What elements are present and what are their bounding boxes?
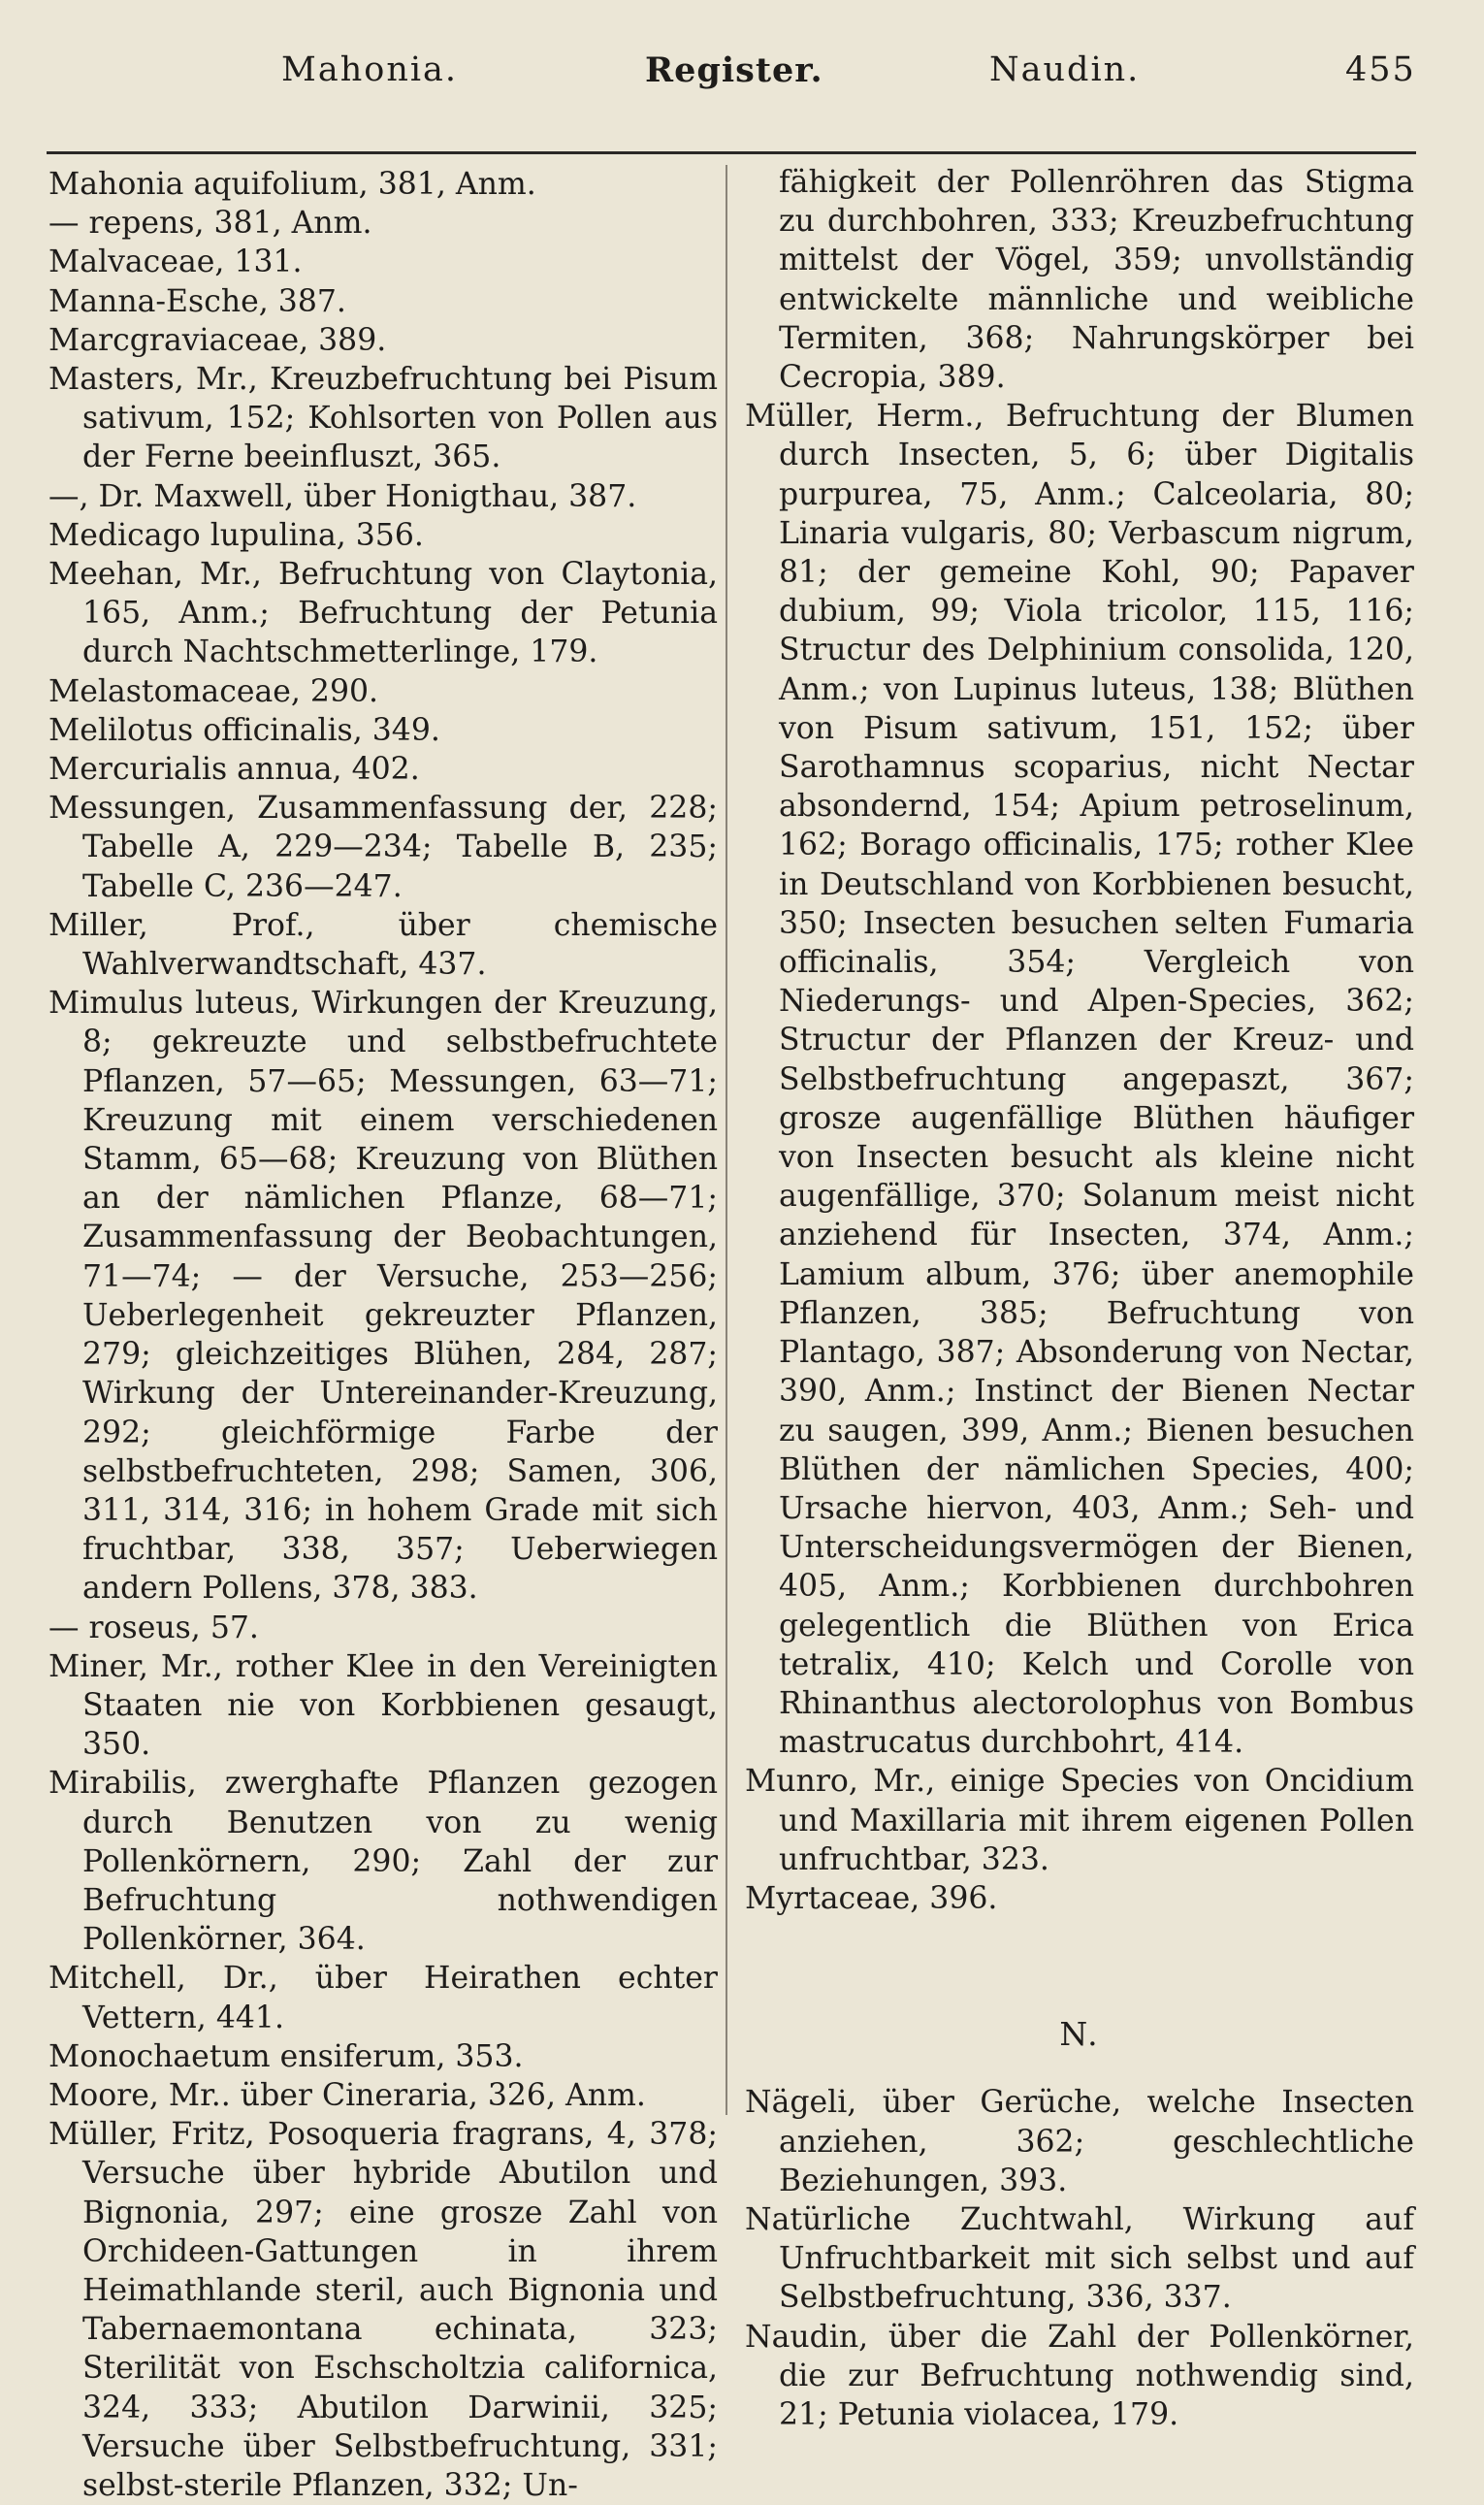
index-entry: Messungen, Zusammenfassung der, 228; Tabelle A, 229—234; Tabelle B, 235; Tabelle C, 236—247. xyxy=(48,791,718,904)
running-header xyxy=(0,50,1484,99)
index-entry: Miller, Prof., über chemische Wahlverwandtschaft, 437. xyxy=(48,907,718,983)
index-entry: Manna-Esche, 387. xyxy=(48,283,346,319)
column-divider xyxy=(726,165,727,2115)
index-entry: Mahonia aquifolium, 381, Anm. xyxy=(48,167,536,202)
left-column xyxy=(48,165,718,2505)
header-first-entry: Mahonia. xyxy=(281,50,459,89)
index-entry: — repens, 381, Anm. xyxy=(48,206,372,242)
index-entry: Natürliche Zuchtwahl, Wirkung auf Unfruchtbarkeit mit sich selbst und auf Selbstbefruchtung, 336, 337. xyxy=(745,2201,1414,2316)
index-entry: Mercurialis annua, 402. xyxy=(48,752,420,788)
index-entry: — roseus, 57. xyxy=(48,1610,259,1645)
index-entry: Medicago lupulina, 356. xyxy=(48,517,424,553)
index-entry: Monochaetum ensiferum, 353. xyxy=(48,2038,524,2074)
index-entry: Miner, Mr., rother Klee in den Vereinigten Staaten nie von Korbbienen gesaugt, 350. xyxy=(48,1648,718,1763)
index-entry-continuation: fähigkeit der Pollenröhren das Stigma zu durchbohren, 333; Kreuzbefruchtung mittelst der Vögel, 359; unvollständig entwickelte männliche und weibliche Termiten, 368; Nahrungskörper bei Cecropia, 389. xyxy=(779,165,1414,396)
index-entry: Melilotus officinalis, 349. xyxy=(48,712,440,748)
index-entry: Masters, Mr., Kreuzbefruchtung bei Pisum sativum, 152; Kohlsorten von Pollen aus der Ferne beeinfluszt, 365. xyxy=(48,362,718,475)
header-last-entry: Naudin. xyxy=(989,50,1141,89)
index-entry: Mimulus luteus, Wirkungen der Kreuzung, 8; gekreuzte und selbstbefruchtete Pflanzen, 57—65; Messungen, 63—71; Kreuzung mit einem verschiedenen Stamm, 65—68; Kreuzung von Blüthen an der nämlichen Pflanze, 68—71; Zusammenfassung der Beobachtungen, 71—74; — der Versuche, 253—256; Ueberlegenheit gekreuzter Pflanzen, 279; gleichzeitiges Blühen, 284, 287; Wirkung der Untereinander-Kreuzung, 292; gleichförmige Farbe der selbstbefruchteten, 298; Samen, 306, 311, 314, 316; in hohem Grade mit sich fruchtbar, 338, 357; Ueberwiegen andern Pollens, 378, 383. xyxy=(48,986,718,1607)
index-entry: —, Dr. Maxwell, über Honigthau, 387. xyxy=(48,478,637,514)
section-heading: N. xyxy=(1059,2015,1100,2054)
index-entry: Malvaceae, 131. xyxy=(48,244,303,280)
index-entry: Marcgraviaceae, 389. xyxy=(48,322,387,358)
index-entry: Müller, Fritz, Posoqueria fragrans, 4, 378; Versuche über hybride Abutilon und Bignonia, 297; eine grosze Zahl von Orchideen-Gattungen in ihrem Heimathlande steril, auch Bignonia und Tabernaemontana echinata, 323; Sterilität von Eschscholtzia californica, 324, 333; Abutilon Darwinii, 325; Versuche über Selbstbefruchtung, 331; selbst-sterile Pflanzen, 332; Un- xyxy=(48,2117,718,2503)
header-rule xyxy=(47,151,1416,154)
header-title: Register. xyxy=(645,50,823,90)
right-column xyxy=(745,163,1414,2434)
index-entry: Mitchell, Dr., über Heirathen echter Vettern, 441. xyxy=(48,1961,718,2035)
index-entry: Moore, Mr.. über Cineraria, 326, Anm. xyxy=(48,2077,646,2113)
index-entry: Myrtaceae, 396. xyxy=(745,1880,998,1916)
index-entry: Naudin, über die Zahl der Pollenkörner, die zur Befruchtung nothwendig sind, 21; Petunia violacea, 179. xyxy=(745,2319,1414,2432)
index-entry: Meehan, Mr., Befruchtung von Claytonia, 165, Anm.; Befruchtung der Petunia durch Nachtschmetterlinge, 179. xyxy=(48,557,718,670)
index-entry: Melastomaceae, 290. xyxy=(48,673,379,709)
index-entry: Mirabilis, zwerghafte Pflanzen gezogen durch Benutzen von zu wenig Pollenkörnern, 290; Zahl der zur Befruchtung nothwendigen Pollenkörner, 364. xyxy=(48,1766,718,1958)
index-entry: Munro, Mr., einige Species von Oncidium und Maxillaria mit ihrem eigenen Pollen unfruchtbar, 323. xyxy=(745,1764,1414,1877)
page-number: 455 xyxy=(1345,50,1416,89)
section-spacer xyxy=(745,1918,1414,2015)
index-entry: Müller, Herm., Befruchtung der Blumen durch Insecten, 5, 6; über Digitalis purpurea, 75, Anm.; Calceolaria, 80; Linaria vulgaris, 80; Verbascum nigrum, 81; der gemeine Kohl, 90; Papaver dubium, 99; Viola tricolor, 115, 116; Structur des Delphinium consolida, 120, Anm.; von Lupinus luteus, 138; Blüthen von Pisum sativum, 151, 152; über Sarothamnus scoparius, nicht Nectar absondernd, 154; Apium petroselinum, 162; Borago officinalis, 175; rother Klee in Deutschland von Korbbienen besucht, 350; Insecten besuchen selten Fumaria officinalis, 354; Vergleich von Niederungs- und Alpen-Species, 362; Structur der Pflanzen der Kreuz- und Selbstbefruchtung angepaszt, 367; grosze augenfällige Blüthen häufiger von Insecten besucht als kleine nicht augenfällige, 370; Solanum meist nicht anziehend für Insecten, 374, Anm.; Lamium album, 376; über anemophile Pflanzen, 385; Befruchtung von Plantago, 387; Absonderung von Nectar, 390, Anm.; Instinct der Bienen Nectar zu saugen, 399, Anm.; Bienen besuchen Blüthen der nämlichen Species, 400; Ursache hiervon, 403, Anm.; Seh- und Unterscheidungsvermögen der Bienen, 405, Anm.; Korbbienen durchbohren gelegentlich die Blüthen von Erica tetralix, 410; Kelch und Corolle von Rhinanthus alectorolophus von Bombus mastrucatus durchbohrt, 414. xyxy=(745,399,1414,1761)
index-entry: Nägeli, über Gerüche, welche Insecten anziehen, 362; geschlechtliche Beziehungen, 393. xyxy=(745,2085,1414,2198)
